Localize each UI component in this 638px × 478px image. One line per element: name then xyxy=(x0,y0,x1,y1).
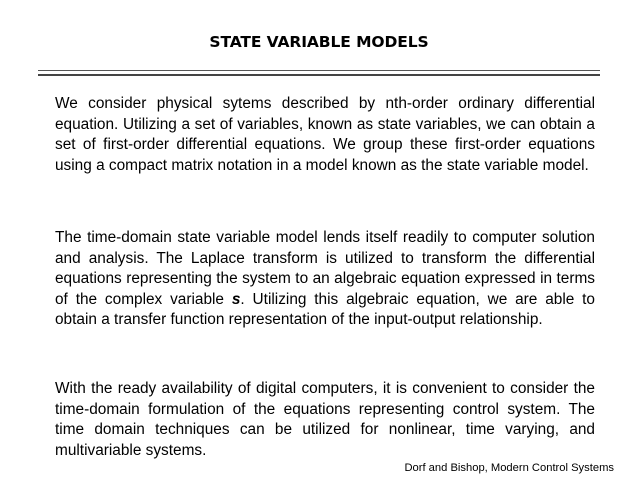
slide-title: STATE VARIABLE MODELS xyxy=(209,33,429,51)
paragraph-laplace-transform xyxy=(55,228,595,331)
title-divider-top xyxy=(38,70,600,71)
paragraph-text: . Utilizing this algebraic equation, we are able to obtain a transfer function representation of the input-output relationship. xyxy=(55,290,595,329)
title-divider-bottom xyxy=(38,74,600,76)
citation: Dorf and Bishop, Modern Control Systems xyxy=(404,462,614,474)
paragraph-text: The time-domain state variable model lends itself readily to computer solution and analysis. The Laplace transform is utilized to transform the differential equations representing the system to an algebraic equation expressed in terms of the complex variable xyxy=(55,229,595,308)
paragraph-state-variable-intro: We consider physical sytems described by nth-order ordinary differential equation. Utilizing a set of variables, known as state variables, we can obtain a set of first-order differential equations. We group these first-order equations using a compact matrix notation in a model known as the state variable model. xyxy=(55,95,595,174)
complex-variable-s: s xyxy=(231,290,241,308)
paragraph-time-domain: With the ready availability of digital computers, it is convenient to consider the time-domain formulation of the equations representing control system. The time domain techniques can be utilized for nonlinear, time varying, and multivariable systems. xyxy=(55,380,595,459)
